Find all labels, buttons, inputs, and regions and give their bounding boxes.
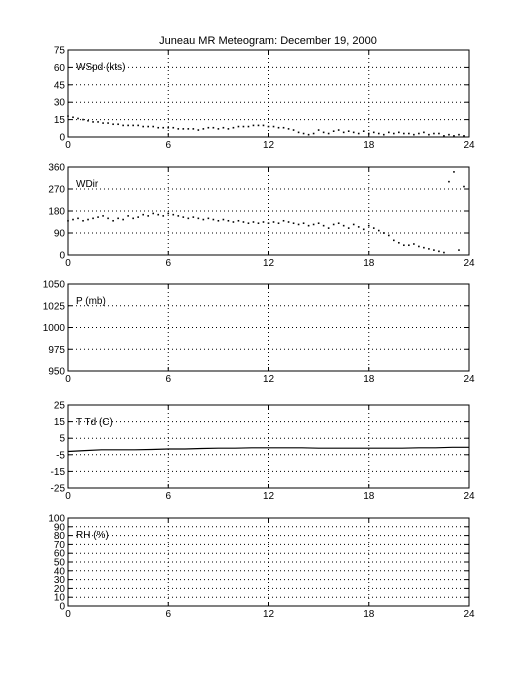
data-point: [67, 115, 69, 117]
data-point: [112, 123, 114, 125]
data-point: [333, 130, 335, 132]
data-point: [177, 128, 179, 130]
data-point: [233, 221, 235, 223]
y-tick-label: -25: [50, 483, 65, 495]
y-tick-label: 180: [48, 206, 65, 218]
data-point: [233, 127, 235, 129]
data-point: [363, 229, 365, 231]
data-point: [258, 125, 260, 127]
data-point: [193, 128, 195, 130]
x-tick-label: 6: [165, 491, 172, 502]
data-point: [208, 218, 210, 220]
data-point: [443, 135, 445, 137]
x-tick-label: 18: [363, 140, 375, 151]
y-tick-label: 30: [53, 575, 65, 587]
y-tick-label: 270: [48, 184, 65, 196]
data-point: [273, 126, 275, 128]
data-point: [458, 134, 460, 136]
data-point: [283, 220, 285, 222]
x-tick-label: 0: [65, 258, 71, 269]
data-point: [358, 226, 360, 228]
panel-label: T Td (C): [76, 417, 113, 428]
data-point: [218, 220, 220, 222]
x-tick-label: 6: [165, 140, 172, 151]
data-point: [393, 240, 395, 242]
data-point: [172, 214, 174, 216]
data-point: [102, 122, 104, 124]
x-tick-label: 24: [463, 491, 475, 502]
data-point: [353, 132, 355, 134]
data-point: [293, 129, 295, 131]
data-point: [278, 222, 280, 224]
data-point: [403, 244, 405, 246]
data-point: [182, 128, 184, 130]
data-point: [162, 127, 164, 129]
data-point: [87, 219, 89, 221]
data-point: [293, 222, 295, 224]
x-tick-label: 24: [463, 258, 475, 269]
data-point: [338, 129, 340, 131]
x-tick-label: 0: [65, 609, 71, 620]
y-tick-label: 30: [53, 97, 65, 109]
data-point: [378, 133, 380, 135]
data-point: [368, 225, 370, 227]
data-point: [188, 218, 190, 220]
data-point: [112, 220, 114, 222]
data-point: [82, 220, 84, 222]
panel-label: RH (%): [76, 530, 109, 541]
data-point: [288, 221, 290, 223]
data-point: [253, 125, 255, 127]
data-point: [157, 214, 159, 216]
data-point: [383, 232, 385, 234]
x-tick-label: 0: [65, 140, 71, 151]
y-tick-label: 90: [53, 228, 65, 240]
x-tick-label: 18: [363, 609, 375, 620]
data-point: [167, 127, 169, 129]
data-point: [72, 219, 74, 221]
data-point: [413, 134, 415, 136]
data-point: [102, 215, 104, 217]
data-point: [448, 134, 450, 136]
x-tick-label: 18: [363, 491, 375, 502]
data-point: [398, 132, 400, 134]
x-tick-label: 12: [262, 140, 275, 151]
y-tick-label: 5: [59, 433, 65, 445]
panel-2: [48, 163, 475, 270]
panels: [43, 46, 475, 621]
y-tick-label: 1050: [42, 279, 65, 291]
data-point: [363, 130, 365, 132]
data-point: [408, 244, 410, 246]
data-point: [298, 132, 300, 134]
data-point: [228, 220, 230, 222]
data-point: [198, 218, 200, 220]
data-point: [373, 132, 375, 134]
data-point: [188, 128, 190, 130]
data-point: [117, 123, 119, 125]
data-point: [448, 181, 450, 183]
data-point: [383, 134, 385, 136]
data-point: [248, 222, 250, 224]
data-point: [263, 221, 265, 223]
figure-title: Juneau MR Meteogram: December 19, 2000: [159, 35, 377, 47]
y-tick-label: 60: [53, 548, 65, 560]
y-tick-label: 10: [53, 592, 65, 604]
data-point: [107, 218, 109, 220]
data-point: [328, 227, 330, 229]
data-point: [288, 128, 290, 130]
x-tick-label: 6: [165, 258, 172, 269]
data-point: [353, 224, 355, 226]
y-tick-label: 100: [48, 513, 65, 525]
data-point: [328, 133, 330, 135]
panel-3: [43, 280, 475, 386]
data-point: [323, 225, 325, 227]
data-point: [223, 219, 225, 221]
data-point: [162, 215, 164, 217]
y-tick-label: 70: [53, 539, 65, 551]
panel-label: P (mb): [76, 296, 106, 307]
x-tick-label: 6: [165, 609, 172, 620]
data-point: [127, 125, 129, 127]
y-tick-label: 1025: [42, 301, 65, 313]
panel-5: [48, 514, 475, 621]
data-point: [313, 133, 315, 135]
data-point: [283, 127, 285, 129]
data-point: [223, 127, 225, 129]
y-tick-label: 60: [53, 62, 65, 74]
data-point: [268, 222, 270, 224]
data-point: [132, 125, 134, 127]
data-point: [228, 128, 230, 130]
x-tick-label: 12: [262, 491, 275, 502]
data-point: [388, 235, 390, 237]
panel-4: [51, 401, 475, 503]
data-point: [152, 126, 154, 128]
data-point: [278, 127, 280, 129]
data-point: [423, 247, 425, 249]
data-point: [97, 121, 99, 123]
y-tick-label: 15: [53, 417, 65, 429]
y-tick-label: -5: [56, 450, 65, 462]
x-tick-label: 0: [65, 491, 71, 502]
data-point: [213, 127, 215, 129]
data-point: [323, 132, 325, 134]
y-tick-label: 50: [53, 557, 65, 569]
data-point: [348, 227, 350, 229]
data-point: [308, 225, 310, 227]
data-point: [458, 249, 460, 251]
data-point: [213, 219, 215, 221]
data-point: [398, 242, 400, 244]
data-point: [147, 126, 149, 128]
data-point: [92, 121, 94, 123]
data-point: [378, 230, 380, 232]
x-tick-label: 6: [165, 374, 172, 385]
data-point: [82, 119, 84, 121]
data-point: [423, 132, 425, 134]
y-tick-label: 1000: [42, 323, 65, 334]
y-tick-label: 360: [48, 162, 65, 174]
data-point: [268, 126, 270, 128]
data-point: [243, 126, 245, 128]
data-point: [193, 216, 195, 218]
data-point: [97, 216, 99, 218]
data-point: [253, 221, 255, 223]
y-tick-label: 40: [53, 566, 65, 578]
panel-1: [54, 46, 475, 152]
data-point: [137, 216, 139, 218]
y-tick-label: 90: [53, 522, 65, 534]
data-point: [318, 222, 320, 224]
data-point: [453, 135, 455, 137]
data-point: [463, 186, 465, 188]
y-tick-label: 0: [59, 601, 65, 613]
data-point: [428, 134, 430, 136]
y-tick-label: 25: [53, 400, 65, 412]
data-point: [413, 243, 415, 245]
data-point: [308, 134, 310, 136]
data-point: [438, 133, 440, 135]
data-point: [428, 248, 430, 250]
data-point: [72, 116, 74, 118]
data-point: [177, 215, 179, 217]
data-point: [243, 221, 245, 223]
data-point: [343, 225, 345, 227]
data-point: [117, 218, 119, 220]
x-tick-label: 24: [463, 609, 475, 620]
x-tick-label: 12: [262, 258, 275, 269]
data-point: [122, 219, 124, 221]
data-point: [142, 126, 144, 128]
data-point: [373, 227, 375, 229]
data-point: [157, 127, 159, 129]
data-point: [238, 220, 240, 222]
data-point: [208, 127, 210, 129]
data-point: [313, 224, 315, 226]
data-point: [358, 133, 360, 135]
data-point: [258, 222, 260, 224]
data-point: [338, 222, 340, 224]
data-point: [77, 218, 79, 220]
data-point: [273, 221, 275, 223]
data-point: [303, 222, 305, 224]
data-point: [318, 129, 320, 131]
y-tick-label: 20: [53, 583, 65, 595]
data-point: [418, 133, 420, 135]
data-point: [167, 213, 169, 215]
data-point: [333, 224, 335, 226]
data-point: [203, 128, 205, 130]
data-point: [137, 125, 139, 127]
y-tick-label: 45: [53, 80, 65, 92]
data-point: [182, 216, 184, 218]
data-point: [218, 128, 220, 130]
data-point: [393, 133, 395, 135]
data-point: [388, 132, 390, 134]
data-point: [453, 171, 455, 173]
data-point: [203, 219, 205, 221]
data-point: [87, 120, 89, 122]
y-tick-label: 75: [53, 45, 65, 57]
y-tick-label: -15: [50, 466, 65, 478]
x-tick-label: 12: [262, 374, 275, 385]
y-tick-label: 15: [53, 115, 65, 127]
panel-label: WDir: [76, 179, 99, 190]
x-tick-label: 18: [363, 374, 375, 385]
data-point: [438, 251, 440, 253]
data-point: [127, 215, 129, 217]
data-point: [107, 122, 109, 124]
y-tick-label: 80: [53, 531, 65, 543]
y-tick-label: 0: [59, 250, 65, 262]
data-point: [77, 118, 79, 120]
data-point: [443, 252, 445, 254]
y-tick-label: 975: [48, 344, 65, 356]
data-point: [463, 135, 465, 137]
data-point: [172, 127, 174, 129]
data-point: [132, 218, 134, 220]
data-point: [368, 133, 370, 135]
x-tick-label: 24: [463, 374, 475, 385]
x-tick-label: 24: [463, 140, 475, 151]
data-point: [343, 132, 345, 134]
data-point: [403, 133, 405, 135]
data-point: [303, 133, 305, 135]
data-point: [408, 133, 410, 135]
data-point: [142, 214, 144, 216]
data-point: [298, 224, 300, 226]
data-point: [198, 129, 200, 131]
data-point: [238, 126, 240, 128]
data-point: [248, 126, 250, 128]
panel-label: WSpd (kts): [76, 62, 126, 73]
data-point: [122, 125, 124, 127]
data-point: [147, 215, 149, 217]
x-tick-label: 12: [262, 609, 275, 620]
y-tick-label: 0: [59, 132, 65, 144]
axes-frame: [68, 50, 469, 137]
data-point: [418, 246, 420, 248]
data-point: [152, 213, 154, 215]
x-tick-label: 18: [363, 258, 375, 269]
data-point: [348, 130, 350, 132]
data-point: [433, 133, 435, 135]
data-point: [263, 125, 265, 127]
x-tick-label: 0: [65, 374, 71, 385]
data-point: [433, 249, 435, 251]
y-tick-label: 950: [48, 366, 65, 378]
data-point: [92, 218, 94, 220]
data-point: [67, 220, 69, 222]
